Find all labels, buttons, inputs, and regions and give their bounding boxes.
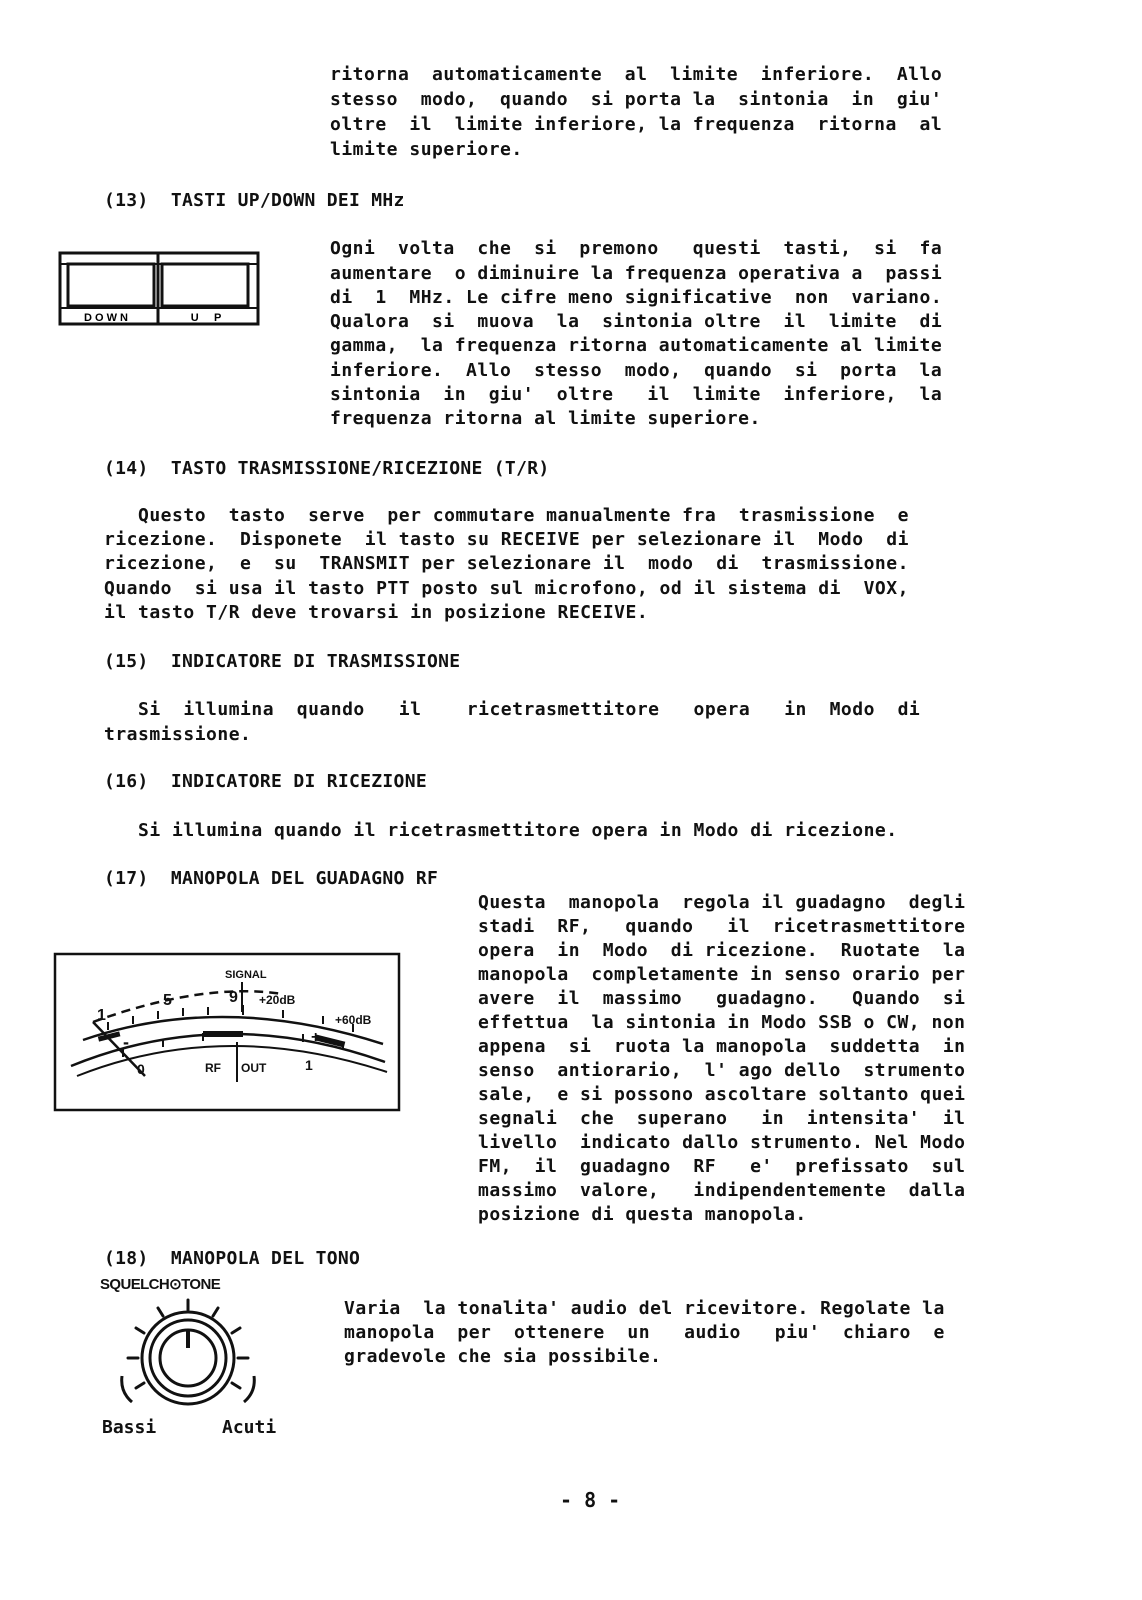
bassi-label: Bassi <box>102 1417 157 1438</box>
squelch-tone-label: SQUELCH⊙TONE <box>100 1276 221 1293</box>
up-key-label: U P <box>190 312 222 324</box>
meter-one-label: 1 <box>305 1057 313 1073</box>
section-14-heading: (14) TASTO TRASMISSIONE/RICEZIONE (T/R) <box>104 458 550 479</box>
sec13-line: inferiore. Allo stesso modo, quando si porta la <box>330 360 943 381</box>
section-16-heading: (16) INDICATORE DI RICEZIONE <box>104 771 427 792</box>
acuti-label: Acuti <box>222 1417 277 1438</box>
sec13-line: Qualora si muova la sintonia oltre il limite di <box>330 311 943 332</box>
meter-zero-label: 0 <box>137 1061 145 1077</box>
intro-line: stesso modo, quando si porta la sintonia in giu' <box>330 89 943 110</box>
sec13-line: aumentare o diminuire la frequenza operativa a passi <box>330 263 943 284</box>
sec17-line: posizione di questa manopola. <box>478 1204 807 1225</box>
sec15-line: trasmissione. <box>104 724 252 745</box>
sec13-line: gamma, la frequenza ritorna automaticamente al limite <box>330 335 943 356</box>
sec17-line: effettua la sintonia in Modo SSB o CW, non <box>478 1012 966 1033</box>
signal-meter-figure <box>53 952 401 1112</box>
sec18-line: Varia la tonalita' audio del ricevitore. Regolate la <box>344 1298 945 1319</box>
sec13-line: sintonia in giu' oltre il limite inferiore, la <box>330 384 943 405</box>
sec17-line: stadi RF, quando il ricetrasmettitore <box>478 916 966 937</box>
sec13-line: frequenza ritorna al limite superiore. <box>330 408 761 429</box>
sec18-line: gradevole che sia possibile. <box>344 1346 662 1367</box>
sec17-line: avere il massimo guadagno. Quando si <box>478 988 966 1009</box>
sec17-line: senso antiorario, l' ago dello strumento <box>478 1060 966 1081</box>
sec17-line: Questa manopola regola il guadagno degli <box>478 892 966 913</box>
meter-signal-label: SIGNAL <box>225 969 267 981</box>
meter-rf-label: RF <box>205 1061 221 1075</box>
sec14-line: ricezione. Disponete il tasto su RECEIVE per selezionare il Modo di <box>104 529 909 550</box>
intro-line: ritorna automaticamente al limite inferiore. Allo <box>330 64 943 85</box>
meter-s9-label: 9 <box>229 989 238 1006</box>
meter-out-label: OUT <box>241 1061 267 1075</box>
tone-knob-figure <box>108 1296 268 1416</box>
sec17-line: massimo valore, indipendentemente dalla <box>478 1180 966 1201</box>
sec17-line: opera in Modo di ricezione. Ruotate la <box>478 940 966 961</box>
sec17-line: segnali che superano in intensita' il <box>478 1108 966 1129</box>
sec14-line: Questo tasto serve per commutare manualmente fra trasmissione e <box>104 505 909 526</box>
section-13-heading: (13) TASTI UP/DOWN DEI MHz <box>104 190 405 211</box>
sec13-line: di 1 MHz. Le cifre meno significative non variano. <box>330 287 943 308</box>
meter-s1-label: 1 <box>97 1007 106 1024</box>
down-key-label: D O W N <box>84 312 128 324</box>
sec18-line: manopola per ottenere un audio piu' chiaro e <box>344 1322 945 1343</box>
sec17-line: manopola completamente in senso orario per <box>478 964 966 985</box>
meter-plus-label: + <box>311 1029 321 1046</box>
page-number: - 8 - <box>560 1488 621 1512</box>
sec13-line: Ogni volta che si premono questi tasti, si fa <box>330 238 943 259</box>
sec15-line: Si illumina quando il ricetrasmettitore opera in Modo di <box>104 699 921 720</box>
meter-plus60-label: +60dB <box>335 1013 372 1027</box>
intro-line: oltre il limite inferiore, la frequenza ritorna al <box>330 114 943 135</box>
sec16-line: Si illumina quando il ricetrasmettitore opera in Modo di ricezione. <box>104 820 898 841</box>
meter-plus20-label: +20dB <box>259 993 296 1007</box>
sec17-line: livello indicato dallo strumento. Nel Modo <box>478 1132 966 1153</box>
section-18-heading: (18) MANOPOLA DEL TONO <box>104 1248 361 1269</box>
sec17-line: sale, e si possono ascoltare soltanto quei <box>478 1084 966 1105</box>
sec17-line: appena si ruota la manopola suddetta in <box>478 1036 966 1057</box>
intro-line: limite superiore. <box>330 139 523 160</box>
sec14-line: ricezione, e su TRANSMIT per selezionare il modo di trasmissione. <box>104 553 909 574</box>
up-down-keys-figure <box>58 250 262 328</box>
sec17-line: FM, il guadagno RF e' prefissato sul <box>478 1156 966 1177</box>
meter-s5-label: 5 <box>163 992 172 1009</box>
section-15-heading: (15) INDICATORE DI TRASMISSIONE <box>104 651 461 672</box>
meter-minus-label: - <box>123 1032 129 1052</box>
sec14-line: il tasto T/R deve trovarsi in posizione RECEIVE. <box>104 602 649 623</box>
section-17-heading: (17) MANOPOLA DEL GUADAGNO RF <box>104 868 439 889</box>
sec14-line: Quando si usa il tasto PTT posto sul microfono, od il sistema di VOX, <box>104 578 909 599</box>
